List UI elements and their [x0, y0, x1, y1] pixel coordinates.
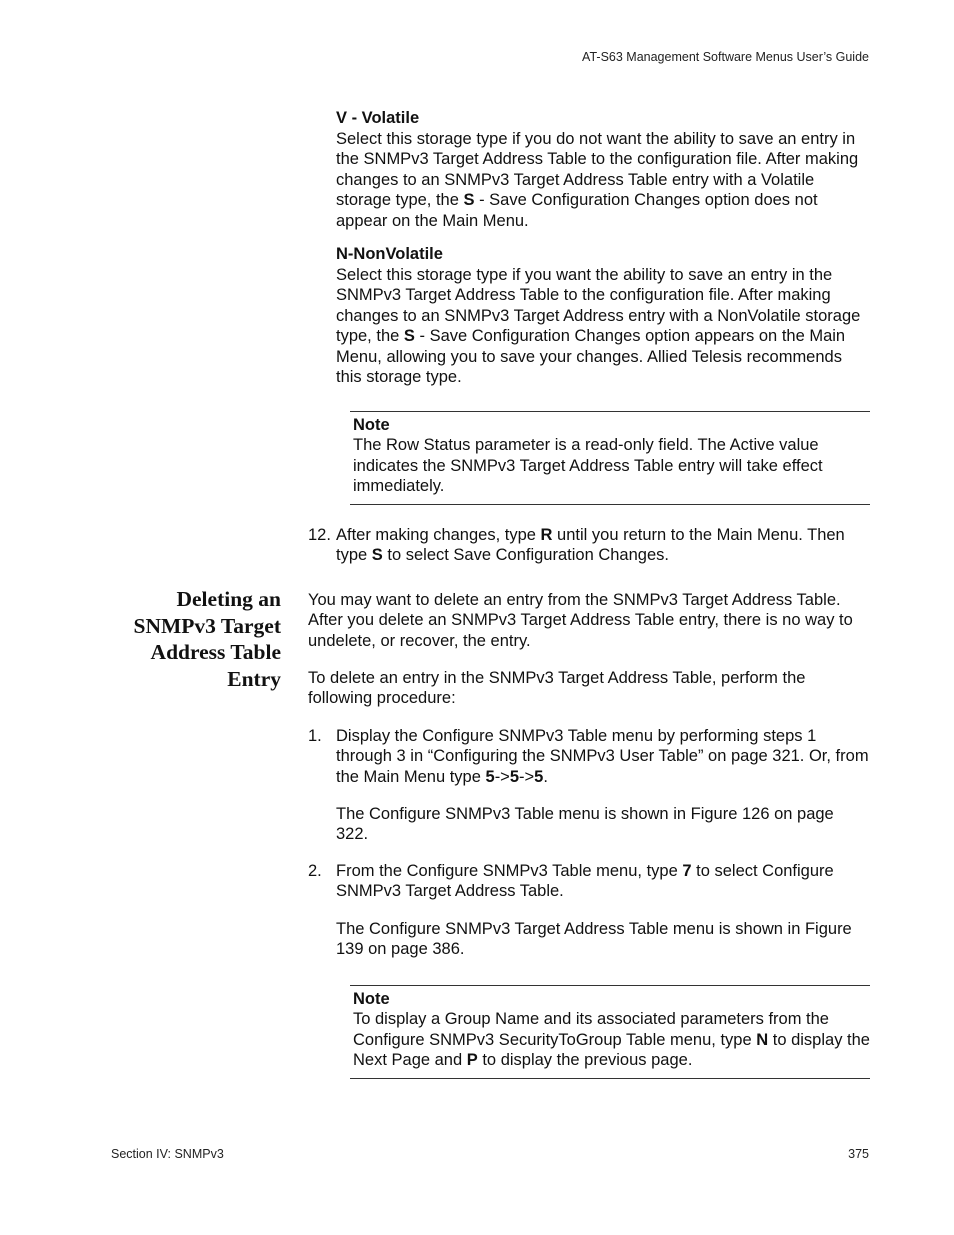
note-title: Note	[353, 990, 390, 1008]
step-12-text: After making changes, type R until you return to the Main Menu. Then type S to select Save Configuration Changes.	[336, 526, 845, 565]
nonvolatile-description: Select this storage type if you want the ability to save an entry in the SNMPv3 Target Address Table to the configuration file. After making changes to an SNMPv3 Target Address entry with a NonVolatile storage type, the S - Save Configuration Changes option appears on the Main Menu, allowing you to save your changes. Allied Telesis recommends this storage type.	[336, 266, 861, 387]
section-heading: Deleting an SNMPv3 Target Address Table Entry	[133, 587, 281, 691]
step-1-text: Display the Configure SNMPv3 Table menu by performing steps 1 through 3 in “Configuring the SNMPv3 User Table” on page 321. Or, from the Main Menu type 5->5->5.	[336, 727, 869, 786]
note-title: Note	[353, 416, 390, 434]
volatile-heading: V - Volatile	[336, 109, 420, 127]
step-number: 1.	[308, 727, 322, 745]
note-group-name	[350, 985, 870, 1079]
page-number: 375	[848, 1147, 869, 1161]
footer-section: Section IV: SNMPv3	[111, 1147, 224, 1161]
step-number: 2.	[308, 862, 322, 880]
note-row-status	[350, 411, 870, 505]
step-2-followup: The Configure SNMPv3 Target Address Table menu is shown in Figure 139 on page 386.	[336, 920, 852, 959]
step-2-text: From the Configure SNMPv3 Table menu, type 7 to select Configure SNMPv3 Target Address Table.	[336, 862, 834, 901]
nonvolatile-heading: N-NonVolatile	[336, 245, 443, 263]
running-header: AT-S63 Management Software Menus User’s Guide	[582, 50, 869, 64]
note-text: To display a Group Name and its associated parameters from the Configure SNMPv3 SecurityToGroup Table menu, type N to display the Next Page and P to display the previous page.	[353, 1010, 870, 1070]
note-text: The Row Status parameter is a read-only field. The Active value indicates the SNMPv3 Target Address Table entry will take effect immediately.	[353, 436, 823, 496]
step-1-followup: The Configure SNMPv3 Table menu is shown in Figure 126 on page 322.	[336, 805, 834, 844]
section-intro: You may want to delete an entry from the SNMPv3 Target Address Table. After you delete an SNMPv3 Target Address Table entry, there is no way to undelete, or recover, the entry.	[308, 591, 853, 650]
procedure-intro: To delete an entry in the SNMPv3 Target Address Table, perform the following procedure:	[308, 669, 806, 708]
volatile-description: Select this storage type if you do not want the ability to save an entry in the SNMPv3 Target Address Table to the configuration file. After making changes to an SNMPv3 Target Address Table entry with a Volatile storage type, the S - Save Configuration Changes option does not appear on the Main Menu.	[336, 130, 859, 230]
step-number: 12.	[308, 526, 331, 544]
